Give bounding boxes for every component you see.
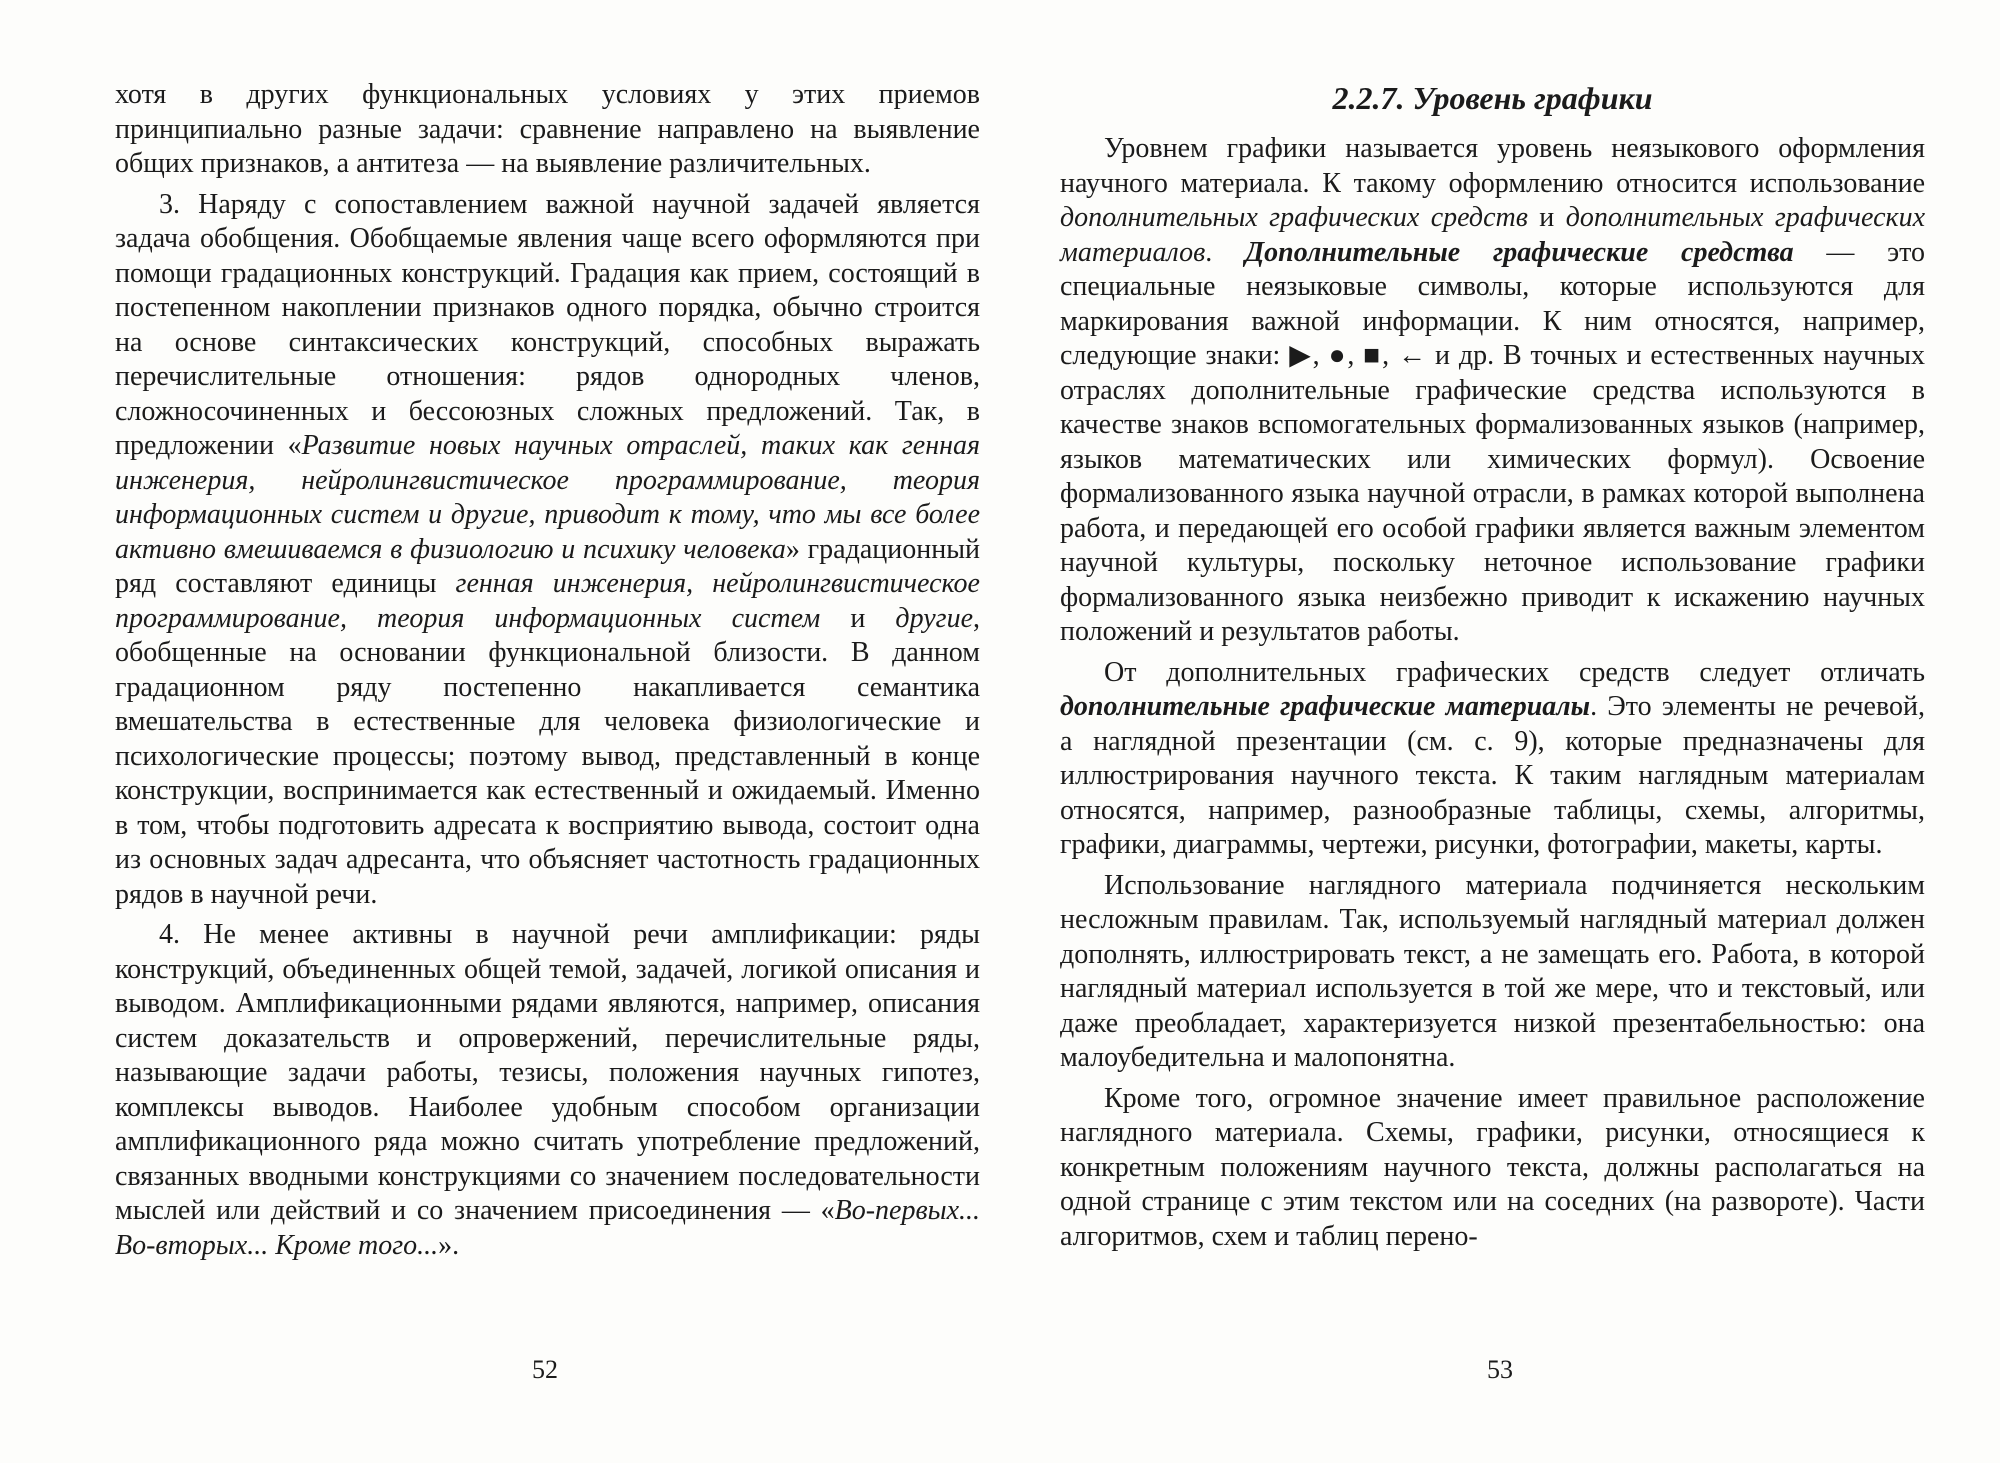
- left-paragraph-1: хотя в других функциональных условиях у этих приемов принципиально разные задачи: сравнение направлено на выявление общих признаков, а антитеза — на выявление различительных.: [115, 79, 980, 179]
- italic-example: Во-первых... Во-вторых... Кроме того...: [115, 1195, 980, 1261]
- text-run: От дополнительных графических средств следует отличать: [1104, 656, 1925, 688]
- right-paragraph-1: [1060, 132, 1925, 650]
- page-number-right: 53: [1487, 1355, 1513, 1384]
- text-run: , обобщенные на основании функциональной близости. В данном градационном ряду постепенно накапливается семантика вмешательства в естественные для человека физиологические и психологические процессы; поэтому вывод, представленный в конце конструкции, воспринимается как естественный и ожидаемый. Именно в том, чтобы подготовить адресата к восприятию вывода, состоит одна из основных задач адресанта, что объясняет частотность градационных рядов в научной речи.: [115, 602, 980, 910]
- italic-term: другие: [895, 602, 973, 634]
- italic-term: дополнительных графических материалов: [1060, 202, 1926, 268]
- text-run: и: [820, 602, 896, 634]
- right-paragraph-2: [1060, 656, 1925, 863]
- page-number-left: 52: [532, 1355, 558, 1384]
- section-heading: 2.2.7. Уровень графики: [1332, 80, 1653, 116]
- text-run: Уровнем графики называется уровень неязыкового оформления научного материала. К такому оформлению относится использование: [1060, 133, 1925, 199]
- left-paragraph-2: [115, 188, 980, 913]
- right-paragraph-3: Использование наглядного материала подчиняется нескольким несложным правилам. Так, используемый наглядный материал должен дополнять, иллюстрировать текст, а не замещать его. Работа, в которой наглядный материал используется в той же мере, что и текстовый, или даже преобладает, характеризуется низкой презентабельностью: она малоубедительна и малопонятна.: [1060, 869, 1925, 1073]
- text-run: . Это элементы не речевой, а наглядной презентации (см. с. 9), которые предназначены для иллюстрирования научного текста. К таким наглядным материалам относятся, например, разнообразные таблицы, схемы, алгоритмы, графики, диаграммы, чертежи, рисунки, фотографии, макеты, карты.: [1060, 691, 1925, 860]
- right-paragraph-4: Кроме того, огромное значение имеет правильное расположение наглядного материала. Схемы, графики, рисунки, относящиеся к конкретным положениям научного текста, должны располагаться на одной странице с этим текстом или на соседних (на развороте). Части алгоритмов, схем и таблиц перено-: [1060, 1082, 1925, 1252]
- right-page: [1060, 78, 1925, 1260]
- italic-term: генная инженерия, нейролингвистическое программирование, теория информационных систем: [115, 568, 980, 634]
- left-paragraph-3: [115, 918, 980, 1263]
- bold-italic-term: Дополнительные графические средства: [1245, 236, 1794, 268]
- italic-term: дополнительных графических средств: [1060, 202, 1528, 233]
- text-run: и: [1527, 202, 1566, 233]
- text-run: ».: [438, 1229, 460, 1261]
- text-run: 4. Не менее активны в научной речи амплификации: ряды конструкций, объединенных общей темой, задачей, логикой описания и выводом. Амплификационными рядами являются, например, описания систем доказательств и опровержений, перечислительные ряды, называющие задачи работы, тезисы, положения научных гипотез, комплексы выводов. Наиболее удобным способом организации амплификационного ряда можно считать употребление предложений, связанных вводными конструкциями со значением последовательности мыслей или действий и со значением присоединения — «: [115, 919, 980, 1226]
- bold-italic-term: дополнительные графические материалы: [1060, 691, 1591, 722]
- text-run: .: [1205, 236, 1245, 268]
- text-run: — это специальные неязыковые символы, которые используются для маркирования важной информации. К ним относятся, например, следующие знаки: ▶, ●, ■, ← и др. В точных и естественных научных отраслях дополнительные графические средства используются в качестве знаков вспомогательных формализованных языков (например, языков математических или химических формул). Освоение формализованного языка научной отрасли, в рамках которой выполнена работа, и передающей его особой графики является важным элементом научной культуры, поскольку неточное использование графики формализованного языка неизбежно приводит к искажению научных положений и результатов работы.: [1060, 236, 1926, 647]
- text-run: » градационный ряд составляют единицы: [115, 533, 980, 599]
- text-run: 3. Наряду с сопоставлением важной научной задачей является задача обобщения. Обобщаемые явления чаще всего оформляются при помощи градационных конструкций. Градация как прием, состоящий в постепенном накоплении признаков одного порядка, обычно строится на основе синтаксических конструкций, способных выражать перечислительные отношения: рядов однородных членов, сложносочиненных и бессоюзных сложных предложений. Так, в предложении «: [115, 188, 980, 461]
- italic-example-sentence: Развитие новых научных отраслей, таких как генная инженерия, нейролингвистическое программирование, теория информационных систем и другие, приводит к тому, что мы все более активно вмешиваемся в физиологию и психику человека: [115, 430, 980, 565]
- left-page: [115, 78, 980, 1269]
